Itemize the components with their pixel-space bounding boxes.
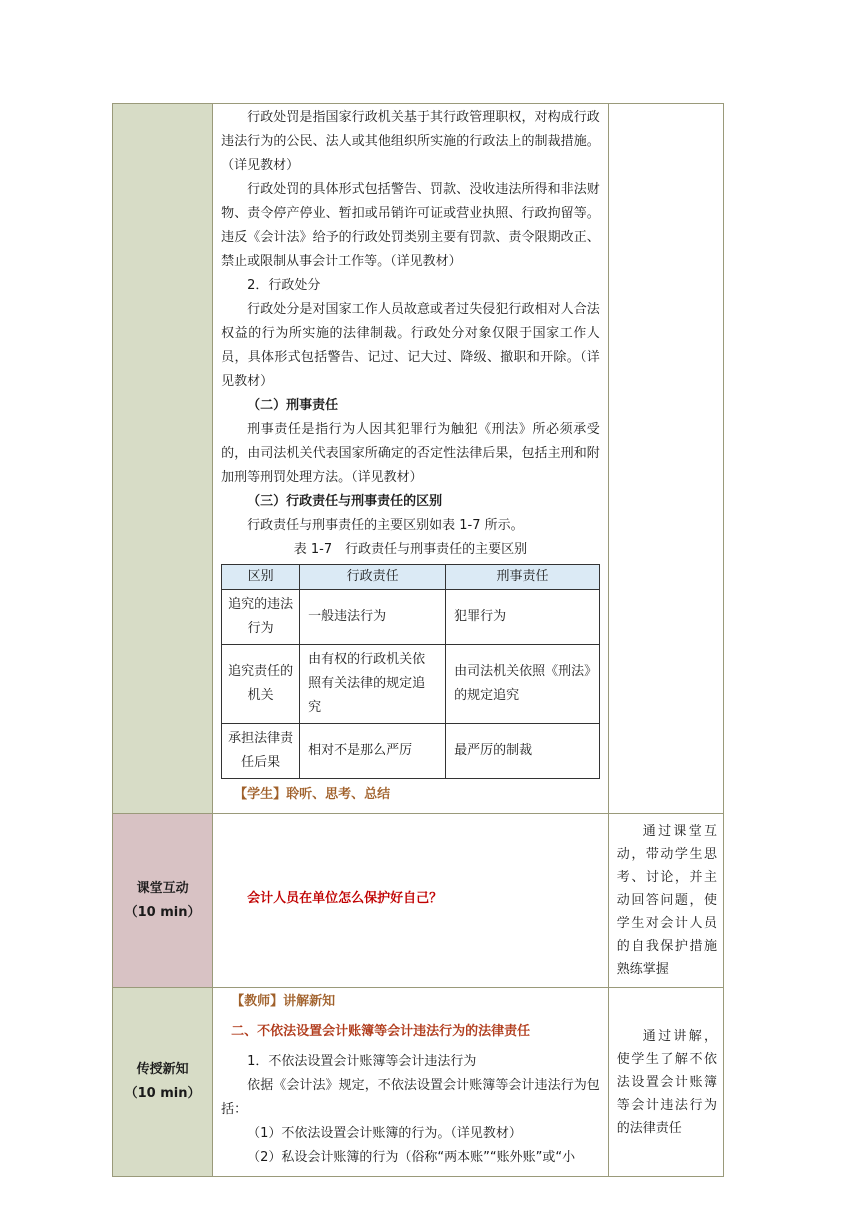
table-row: [222, 645, 600, 724]
para-admin-penalty: 行政处罚是指国家行政机关基于其行政管理职权，对构成行政违法行为的公民、法人或其他组织所实施的行政法上的制裁措施。（详见教材）: [221, 110, 600, 173]
section3-note-text: 通过讲解，使学生了解不依法设置会计账簿等会计违法行为的法律责任: [616, 1028, 717, 1136]
comparison-table: [221, 564, 600, 779]
section2-time: （10 min）: [124, 904, 201, 920]
interaction-question: 会计人员在单位怎么保护好自己？: [247, 890, 443, 906]
section3-note: [608, 988, 723, 1177]
section1-label-cell: [113, 104, 213, 814]
section1-content: [213, 104, 609, 814]
para-table-intro: 行政责任与刑事责任的主要区别如表 1-7 所示。: [247, 518, 524, 533]
table-row: [222, 590, 600, 645]
heading-criminal-liability: （二）刑事责任: [247, 398, 339, 413]
section2-title: 课堂互动: [136, 880, 189, 896]
para-violation-basis: 依据《会计法》规定，不依法设置会计账簿等会计违法行为包括：: [221, 1078, 600, 1117]
para-penalty-forms: 行政处罚的具体形式包括警告、罚款、没收违法所得和非法财物、责令停产停业、暂扣或吊销许可证或营业执照、行政拘留等。违反《会计法》给予的行政处罚类别主要有罚款、责令限期改正、禁止或限制从事会计工作等。（详见教材）: [221, 182, 600, 269]
section1-note-cell: [608, 104, 723, 814]
section-new-knowledge-row: [113, 988, 724, 1177]
para-criminal-liability: 刑事责任是指行为人因其犯罪行为触犯《刑法》所必须承受的，由司法机关代表国家所确定的否定性法律后果，包括主刑和附加刑等刑罚处理方法。（详见教材）: [221, 422, 600, 485]
comparison-table-header: [222, 565, 600, 590]
table-caption: 表 1-7 行政责任与刑事责任的主要区别: [293, 542, 528, 557]
heading-liability-difference: （三）行政责任与刑事责任的区别: [247, 494, 443, 509]
subheading-violation: 1．不依法设置会计账簿等会计违法行为: [247, 1054, 477, 1069]
section3-title: 传授新知: [136, 1062, 189, 1077]
header-cell: 区别: [222, 565, 300, 590]
table-cell: 由司法机关依照《刑法》的规定追究: [446, 645, 600, 724]
subheading-admin-sanction: 2．行政处分: [247, 278, 321, 293]
table-cell: 追究责任的机关: [222, 645, 300, 724]
section3-content: [213, 988, 609, 1177]
table-cell: 追究的违法行为: [222, 590, 300, 645]
lesson-plan-table: [112, 103, 724, 1177]
list-item: （1）不依法设置会计账簿的行为。（详见教材）: [247, 1126, 522, 1141]
header-cell: 行政责任: [300, 565, 446, 590]
header-cell: 刑事责任: [446, 565, 600, 590]
section2-note-text: 通过课堂互动，带动学生思考、讨论，并主动回答问题，使学生对会计人员的自我保护措施熟练掌握: [616, 824, 717, 977]
section-classroom-interaction-row: [113, 814, 724, 988]
table-cell: 犯罪行为: [446, 590, 600, 645]
table-cell: 相对不是那么严厉: [300, 724, 446, 779]
table-cell: 最严厉的制裁: [446, 724, 600, 779]
para-admin-sanction: 行政处分是对国家工作人员故意或者过失侵犯行政相对人合法权益的行为所实施的法律制裁。行政处分对象仅限于国家工作人员，具体形式包括警告、记过、记大过、降级、撤职和开除。（详见教材）: [221, 302, 600, 389]
heading-accounting-violation: 二、不依法设置会计账簿等会计违法行为的法律责任: [231, 1024, 531, 1039]
teacher-note: 【教师】讲解新知: [231, 994, 336, 1009]
section3-label: [113, 988, 213, 1177]
section2-content: [213, 814, 609, 988]
list-item: （2）私设会计账簿的行为（俗称“两本账”“账外账”或“小: [247, 1150, 576, 1165]
section2-label: [113, 814, 213, 988]
section3-time: （10 min）: [124, 1086, 201, 1101]
section-legal-content-row: [113, 104, 724, 814]
table-cell: 一般违法行为: [300, 590, 446, 645]
student-note: 【学生】聆听、思考、总结: [234, 787, 391, 802]
section2-note: [608, 814, 723, 988]
table-cell: 由有权的行政机关依照有关法律的规定追究: [300, 645, 446, 724]
table-cell: 承担法律责任后果: [222, 724, 300, 779]
table-row: [222, 724, 600, 779]
